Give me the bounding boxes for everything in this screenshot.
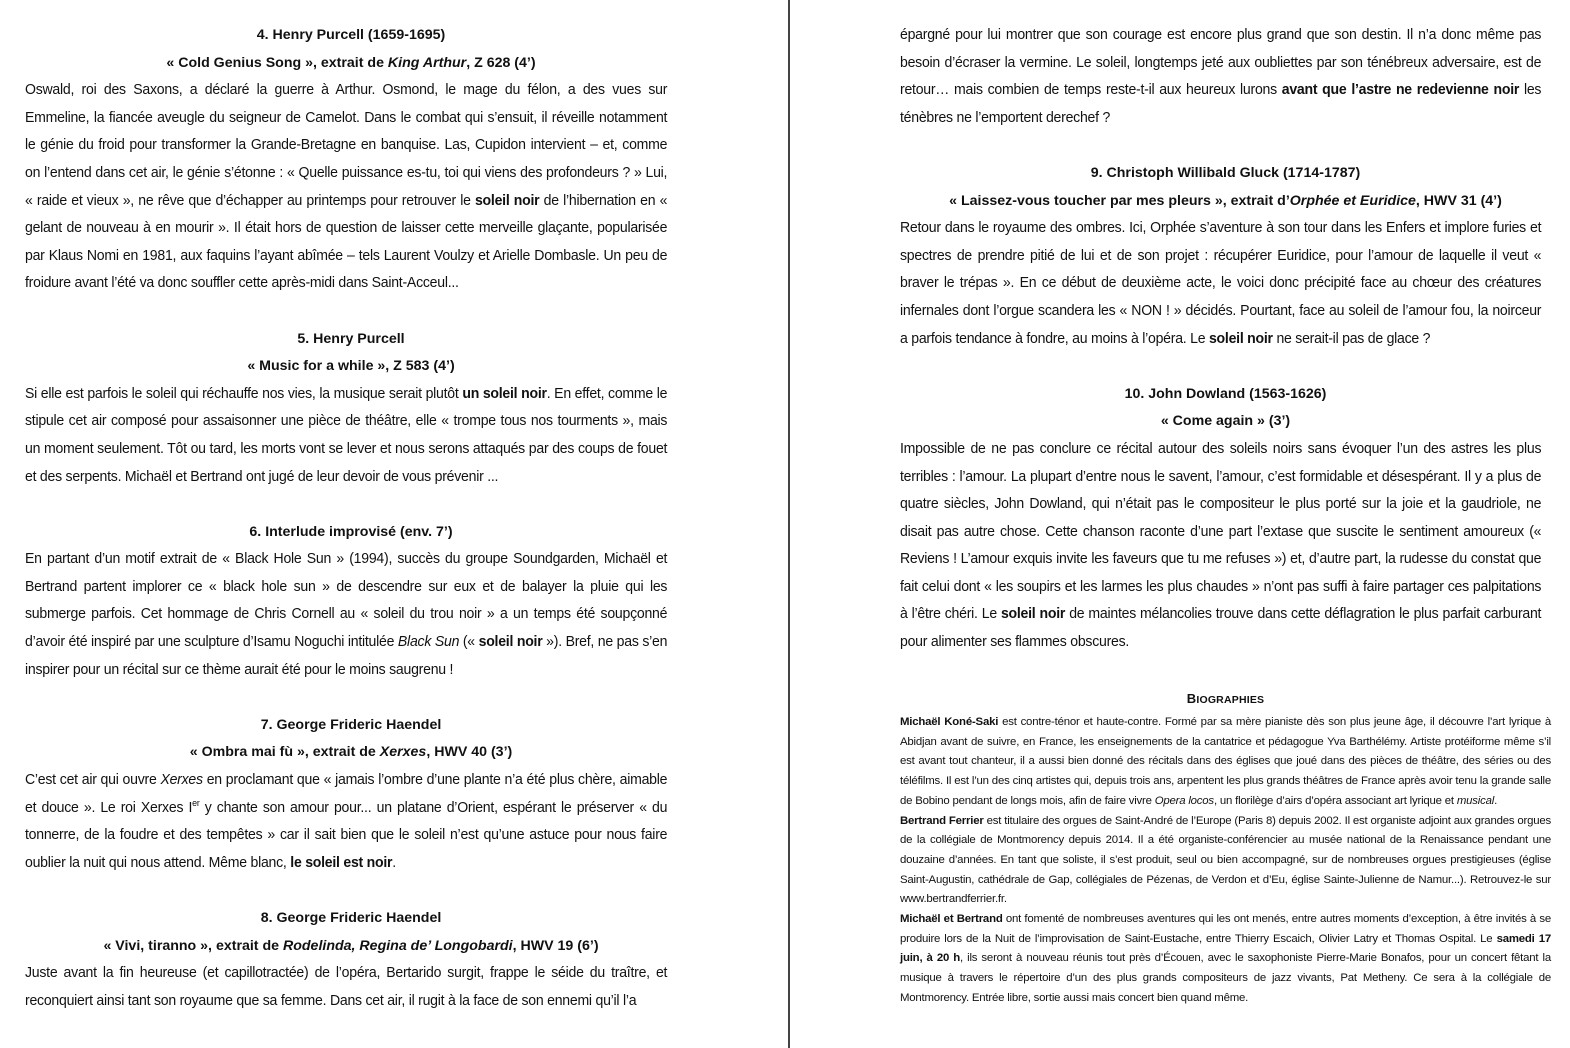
paragraph-text: »). Bref, ne pas s’en inspirer pour un récital sur ce thème aurait été pour le moins saugrenu ! bbox=[25, 634, 668, 678]
section-8-subtitle bbox=[25, 933, 677, 961]
paragraph-text: (« bbox=[459, 634, 479, 651]
paragraph-text: Si elle est parfois le soleil qui réchauffe nos vies, la musique serait plutôt bbox=[25, 385, 463, 402]
bold-text: soleil noir bbox=[478, 634, 543, 651]
subtitle-text: , Z 628 (4’) bbox=[466, 54, 536, 71]
bio-bertrand bbox=[900, 812, 1551, 911]
section-7-text bbox=[25, 767, 667, 877]
bio-text: . bbox=[1494, 794, 1498, 807]
section-6-text bbox=[25, 546, 667, 684]
section-5-title: 5. Henry Purcell bbox=[297, 330, 405, 347]
superscript: er bbox=[192, 797, 200, 808]
paragraph-text: C’est cet air qui ouvre bbox=[25, 772, 161, 789]
bio-michael bbox=[900, 713, 1551, 812]
section-10-title: 10. John Dowland (1563-1626) bbox=[1124, 385, 1327, 402]
paragraph-text: y chante son amour pour... un platane d’Orient, espérant le préserver « du tonnerre, de la foudre et des tempêtes » car il sait bien que le soleil n’est qu’une astuce pour nous faire oublier la nuit qui nous attend. Même blanc, bbox=[25, 799, 668, 871]
section-4-text bbox=[25, 77, 667, 298]
paragraph-text: Impossible de ne pas conclure ce récital autour des soleils noirs sans évoquer l’un des astres les plus terribles : l’amour. La plupart d’entre nous le savent, l’amour, c’est formidable et désespérant. Il y a plus de quatre siècles, John Dowland, qui n’était pas le compositeur le plus porté sur la joie et la gaudriole, ne disait pas autre chose. Cette chanson raconte d’une part l’extase que suscite le sentiment amoureux (« Reviens ! L’amour exquis invite les faveurs que tu me refuses ») et, d’autre part, la rudesse du constat que fait celui dont « les soupirs et les larmes les plus chaudes » n’ont pas suffi à faire partager ces palpitations à l’être chéri. Le bbox=[900, 440, 1542, 623]
section-7-subtitle bbox=[25, 739, 677, 767]
italic-text: Black Sun bbox=[397, 634, 460, 651]
section-8-text: Juste avant la fin heureuse (et capillotractée) de l’opéra, Bertarido surgit, frappe le séide du traître, et reconquiert ainsi tant son royaume que sa femme. Dans cet air, il rugit à la face de son ennemi qu’il l’a bbox=[25, 965, 668, 1009]
bold-text: soleil noir bbox=[1000, 606, 1066, 623]
section-5-subtitle: « Music for a while », Z 583 (4’) bbox=[247, 358, 455, 375]
bio-text: est contre-ténor et haute-contre. Formé par sa mère pianiste dès son plus jeune âge, il découvre l’art lyrique à Abidjan avant de suivre, en France, les enseignements de la cantatrice et pédagogue Yva Barthélémy. Artiste protéiforme même s’il est avant tout chanteur, il a aussi bien donné des récitals dans des églises que joué dans des pièces de théâtre, des séries ou des téléfilms. Il est l’un des cinq artistes qui, depuis trois ans, arpentent les plus grands théâtres de France après avoir tenu la grande salle de Bobino pendant de longs mois, afin de faire vivre bbox=[900, 716, 1552, 807]
section-6-title: 6. Interlude improvisé (env. 7’) bbox=[249, 523, 453, 540]
biographies-section bbox=[900, 690, 1551, 1009]
section-4-subtitle bbox=[25, 50, 677, 78]
left-column bbox=[25, 22, 677, 1015]
italic-text: Opera locos bbox=[1154, 794, 1214, 807]
work-title: Orphée et Euridice bbox=[1289, 192, 1416, 209]
right-page bbox=[790, 0, 1570, 1048]
work-title: Rodelinda, Regina de’ Longobardi bbox=[282, 937, 513, 954]
italic-text: musical bbox=[1456, 794, 1495, 807]
section-9-subtitle bbox=[900, 188, 1551, 216]
bold-text: soleil noir bbox=[1208, 330, 1273, 347]
bio-text: ont fomenté de nombreuses aventures qui les ont menés, entre autres moments d’exception, à être invités à se produire lors de la Nuit de l’improvisation de Saint-Eustache, entre Thierry Escaich, Olivier Latry et Thomas Ospital. Le bbox=[900, 913, 1551, 945]
bold-text: samedi 17 juin, à 20 h bbox=[900, 932, 1551, 965]
title-rest: IOGRAPHIES bbox=[1196, 694, 1265, 706]
right-column bbox=[900, 22, 1551, 657]
bio-name: Michaël Koné-Saki bbox=[900, 716, 999, 728]
section-10-subtitle: « Come again » (3’) bbox=[1160, 413, 1291, 430]
paragraph-text: de maintes mélancolies trouve dans cette déflagration le plus parfait carburant pour alimenter ses flammes obscures. bbox=[900, 606, 1542, 651]
bold-text: soleil noir bbox=[474, 192, 540, 209]
paragraph-text: Oswald, roi des Saxons, a déclaré la guerre à Arthur. Osmond, le mage du félon, a des vues sur Emmeline, la fiancée aveugle du seigneur de Camelot. Dans le combat qui s’ensuit, il réveille notamment le génie du froid pour transformer la Grande-Bretagne en banquise. Las, Cupidon intervient – et, comme on l’entend dans cet air, le génie s’étonne : « Quelle puissance es-tu, toi qui viens des profondeurs ? » Lui, « raide et vieux », ne rêve que d’échapper au printemps pour retrouver le bbox=[25, 82, 668, 209]
bio-text: est titulaire des orgues de Saint-André de l’Europe (Paris 8) depuis 2002. Il est organiste adjoint aux grandes orgues de la collégiale de Montmorency depuis 2014. Il a été organiste-conférencier au musée national de la Renaissance pendant une douzaine d’années. En tant que soliste, il s’est produit, seul ou bien accompagné, sur de nombreuses orgues prestigieuses (église Saint-Augustin, cathédrale de Gap, collégiales de Pézenas, de Verdon et d’Eu, église Sainte-Julienne de Namur...). Retrouvez-le sur www.bertrandferrier.fr. bbox=[900, 814, 1551, 906]
subtitle-text: , HWV 40 (3’) bbox=[426, 744, 513, 761]
section-4-title: 4. Henry Purcell (1659-1695) bbox=[256, 27, 446, 43]
subtitle-text: , HWV 31 (4’) bbox=[1415, 192, 1502, 209]
bio-text: , ils seront à nouveau réunis tout près d’Écouen, avec le saxophoniste Pierre-Marie Bonafos, pour un concert fêtant la musique à travers le répertoire d’un des plus grands compositeurs de jazz vivants, Pat Metheny. Ce sera à la collégiale de Montmorency. Entrée libre, sortie aussi mais concert bien quand même. bbox=[900, 952, 1551, 1004]
section-8-title: 8. George Frideric Haendel bbox=[260, 910, 442, 926]
section-5-text bbox=[25, 381, 667, 491]
section-9-title: 9. Christoph Willibald Gluck (1714-1787) bbox=[1090, 164, 1361, 181]
bold-text: un soleil noir bbox=[462, 385, 547, 402]
subtitle-text: , HWV 19 (6’) bbox=[512, 937, 599, 954]
bold-text: avant que l’astre ne redevienne noir bbox=[1281, 82, 1520, 99]
bio-duo bbox=[900, 910, 1551, 1009]
section-9-text bbox=[900, 215, 1541, 353]
biographies-title bbox=[900, 690, 1551, 709]
paragraph-text: En partant d’un motif extrait de « Black Hole Sun » (1994), succès du groupe Soundgarden, Michaël et Bertrand partent implorer ce « black hole sun » de descendre sur eux et de balayer la pluie qui les submerge parfois. Cet hommage de Chris Cornell au « soleil du trou noir » a un temps été soupçonné d’avoir été inspiré par une sculpture d’Isamu Noguchi intitulée bbox=[25, 551, 668, 651]
section-7-title: 7. George Frideric Haendel bbox=[260, 716, 442, 733]
title-initial: B bbox=[1186, 691, 1197, 706]
section-8-continued-text bbox=[900, 22, 1541, 132]
subtitle-text: « Vivi, tiranno », extrait de bbox=[103, 937, 283, 954]
subtitle-text: « Laissez-vous toucher par mes pleurs », extrait d’ bbox=[949, 192, 1290, 209]
paragraph-text: Retour dans le royaume des ombres. Ici, Orphée s’aventure à son tour dans les Enfers et implore furies et spectres de prendre pitié de lui et de son projet : récupérer Euridice, pour l’amour de laquelle il veut « braver le trépas ». En ce début de deuxième acte, le voici donc précipité face au chœur des créatures infernales dont l’orgue scandera les « NON ! » décidés. Pourtant, face au soleil de l’amour fou, la noirceur a parfois tendance à fondre, au moins à l’opéra. Le bbox=[900, 220, 1542, 347]
paragraph-text: les ténèbres ne l’emportent derechef ? bbox=[900, 82, 1542, 126]
bold-text: le soleil est noir bbox=[290, 854, 393, 871]
paragraph-text: en proclamant que « jamais l’ombre d’une plante n’a été plus chère, aimable et douce ». Le roi Xerxes I bbox=[25, 772, 668, 816]
bio-name: Bertrand Ferrier bbox=[900, 814, 984, 827]
italic-text: Xerxes bbox=[160, 772, 203, 789]
paragraph-text: . bbox=[392, 854, 396, 871]
bio-text: , un florilège d’airs d’opéra associant art lyrique et bbox=[1213, 794, 1457, 807]
subtitle-text: « Ombra mai fù », extrait de bbox=[189, 744, 380, 761]
section-10-text bbox=[900, 436, 1541, 657]
subtitle-text: « Cold Genius Song », extrait de bbox=[166, 54, 388, 71]
paragraph-text: ne serait-il pas de glace ? bbox=[1272, 330, 1431, 347]
paragraph-text: épargné pour lui montrer que son courage est encore plus grand que son destin. Il n’a donc même pas besoin d’écraser la vermine. Le soleil, longtemps jeté aux oubliettes par son ténébreux adversaire, est de retour… mais combien de temps reste-t-il aux heureux lurons bbox=[900, 27, 1542, 99]
work-title: Xerxes bbox=[379, 744, 427, 761]
paragraph-text: . En effet, comme le stipule cet air composé pour assaisonner une pièce de théâtre, elle « trompe tous nos tourments », mais un moment seulement. Tôt ou tard, les morts vont se lever et nous serons attaqués par des coups de fouet et des serpents. Michaël et Bertrand ont jugé de leur devoir de vous prévenir ... bbox=[25, 385, 668, 485]
work-title: King Arthur bbox=[387, 54, 467, 71]
bio-name: Michaël et Bertrand bbox=[900, 913, 1003, 926]
paragraph-text: de l’hibernation en « gelant de nouveau à en mourir ». Il était hors de question de laisser cette merveille glaçante, popularisée par Klaus Nomi en 1981, aux faquins l’ayant abîmée – tels Laurent Voulzy et Arielle Dombasle. Un peu de froidure avant l’été va donc souffler cette après-midi dans Saint-Acceul... bbox=[25, 192, 668, 292]
